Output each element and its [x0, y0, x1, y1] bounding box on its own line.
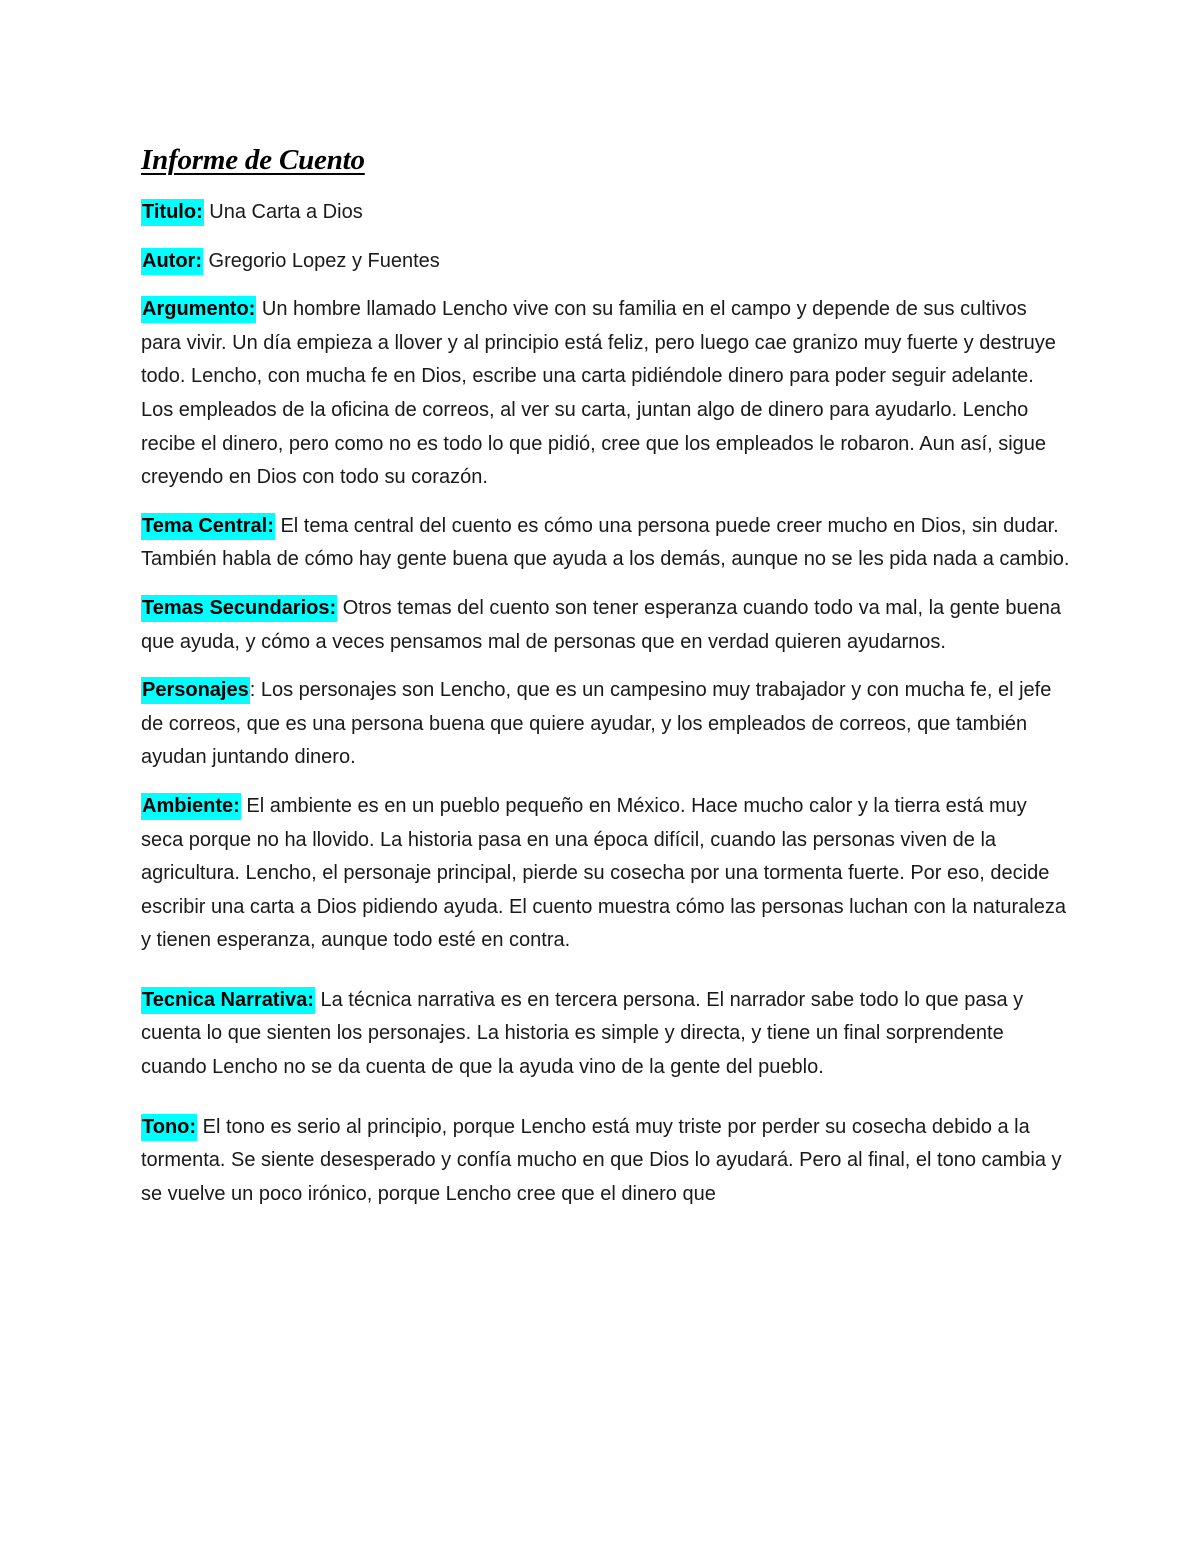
- section-text-argumento: Un hombre llamado Lencho vive con su familia en el campo y depende de sus cultivos para vivir. Un día empieza a llover y al principio está feliz, pero luego cae granizo muy fuerte y destruye todo. Lencho, con mucha fe en Dios, escribe una carta pidiéndole dinero para poder seguir adelante. Los empleados de la oficina de correos, al ver su carta, juntan algo de dinero para ayudarlo. Lencho recibe el dinero, pero como no es todo lo que pidió, cree que los empleados le robaron. Aun así, sigue creyendo en Dios con todo su corazón.: [141, 298, 1056, 489]
- section-titulo: [141, 196, 1071, 230]
- section-tema-central: [141, 510, 1071, 577]
- section-label-ambiente: Ambiente:: [141, 793, 241, 820]
- section-tecnica-narrativa: [141, 984, 1071, 1085]
- section-text-ambiente: El ambiente es en un pueblo pequeño en México. Hace mucho calor y la tierra está muy seca porque no ha llovido. La historia pasa en una época difícil, cuando las personas viven de la agricultura. Lencho, el personaje principal, pierde su cosecha por una tormenta fuerte. Por eso, decide escribir una carta a Dios pidiendo ayuda. El cuento muestra cómo las personas luchan con la naturaleza y tienen esperanza, aunque todo esté en contra.: [141, 794, 1066, 952]
- section-autor: [141, 245, 1071, 279]
- section-label-tecnica-narrativa: Tecnica Narrativa:: [141, 987, 315, 1014]
- section-ambiente: [141, 790, 1071, 958]
- document-body: [141, 138, 1071, 1226]
- section-temas-secundarios: [141, 592, 1071, 659]
- section-text-titulo: Una Carta a Dios: [203, 201, 363, 223]
- section-text-tono: El tono es serio al principio, porque Lencho está muy triste por perder su cosecha debido a la tormenta. Se siente desesperado y confía mucho en que Dios lo ayudará. Pero al final, el tono cambia y se vuelve un poco irónico, porque Lencho cree que el dinero que: [141, 1115, 1062, 1205]
- section-text-tecnica-narrativa: La técnica narrativa es en tercera persona. El narrador sabe todo lo que pasa y cuenta lo que sienten los personajes. La historia es simple y directa, y tiene un final sorprendente cuando Lencho no se da cuenta de que la ayuda vino de la gente del pueblo.: [141, 988, 1024, 1079]
- section-label-tema-central: Tema Central:: [141, 513, 275, 540]
- section-label-temas-secundarios: Temas Secundarios:: [141, 595, 337, 622]
- section-argumento: [141, 293, 1071, 495]
- document-title: Informe de Cuento: [141, 144, 365, 176]
- section-personajes: [141, 674, 1071, 775]
- section-tono: [141, 1111, 1071, 1212]
- section-label-autor: Autor:: [141, 248, 203, 275]
- section-label-personajes: Personajes: [141, 677, 250, 704]
- section-text-personajes: : Los personajes son Lencho, que es un campesino muy trabajador y con mucha fe, el jefe de correos, que es una persona buena que quiere ayudar, y los empleados de correos, que también ayudan juntando dinero.: [141, 679, 1052, 769]
- section-text-autor: Gregorio Lopez y Fuentes: [202, 249, 440, 272]
- section-label-titulo: Titulo:: [141, 199, 204, 226]
- section-label-tono: Tono:: [141, 1114, 197, 1141]
- section-text-temas-secundarios: Otros temas del cuento son tener esperanza cuando todo va mal, la gente buena que ayuda, y cómo a veces pensamos mal de personas que en verdad quieren ayudarnos.: [141, 596, 1061, 653]
- section-text-tema-central: El tema central del cuento es cómo una persona puede creer mucho en Dios, sin dudar. También habla de cómo hay gente buena que ayuda a los demás, aunque no se les pida nada a cambio.: [141, 514, 1070, 571]
- section-label-argumento: Argumento:: [141, 296, 256, 323]
